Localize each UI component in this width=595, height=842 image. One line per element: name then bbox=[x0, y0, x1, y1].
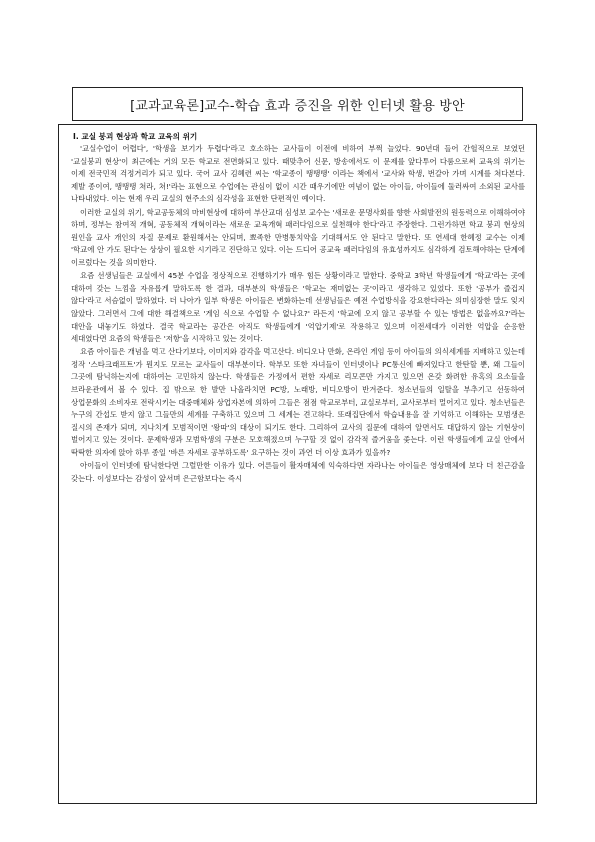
paragraph: '교실수업이 어렵다', '학생을 보기가 두렵다'라고 호소하는 교사들이 이전에 비하여 부쩍 늘었다. 90년대 들어 간헐적으로 보였던 '교실붕괴 현상'이 최근에는 거의 모든 학교로 전면화되고 있다. 때맞추어 신문, 방송에서도 이 문제를 앞다투어 다룸으로써 교육의 위기는 이제 전국민적 걱정거리가 되고 있다. 국어 교사 김혜련 씨는 '학교종이 땡땡땡' 이라는 책에서 '교사와 학생, 번갈아 가며 시계를 쳐다본다. 제발 종이여, 땡땡땡 쳐라, 쳐!'라는 표현으로 수업에는 관심이 없이 시간 때우기에만 여념이 없는 아이들, 아이들에 둘러싸여 소외된 교사를 나타내었다. 이는 현재 우리 교실의 현주소의 심각성을 표현한 단편적인 예이다. bbox=[71, 144, 525, 204]
document-title: [교과교육론]교수-학습 효과 증진을 위한 인터넷 활용 방안 bbox=[130, 98, 465, 114]
paragraph: 이러한 교실의 위기, 학교공동체의 마비현상에 대하여 부산교대 심성보 교수는 '새로운 문명사회를 향한 사회발전의 원동력으로 이해하여야 하며, 정부는 참여적 개혁, 공동체적 개혁이라는 새로운 교육개혁 패러다임으로 실천해야 한다'라고 주장한다. 그런가하면 학교 붕괴 현상의 원인을 교사 개인의 자질 문제로 환원해서는 안되며, 뾰족한 만병통치약을 기대해서도 안 된다고 말한다. 또 연세대 한혜정 교수는 이제 '학교에 안 가도 된다'는 상상이 필요한 시기라고 진단하고 있다. 이는 드디어 공교육 패러다임의 유효성까지도 심각하게 검토해야하는 단계에 이르렀다는 것을 의미한다. bbox=[71, 207, 525, 267]
paragraph: 요즘 선생님들은 교실에서 45분 수업을 정상적으로 진행하기가 매우 힘든 상황이라고 말한다. 중학교 3학년 학생들에게 '학교'라는 곳에 대하여 갖는 느낌을 자유롭게 말하도록 한 결과, 대부분의 학생들은 '학교는 재미없는 곳'이라고 생각하고 있었다. 또한 '공부가 즐겁지 않다'라고 서슴없이 말하였다. 더 나아가 일부 학생은 아이들은 변화하는데 선생님들은 예전 수업방식을 강요한다라는 의미심장한 말도 잊지 않았다. 그러면서 그에 대한 해결책으로 '게임 식으로 수업할 수 없나요?' 라든지 '학교에 오지 않고 공부할 수 있는 방법은 없을까요?'라는 대안을 내놓기도 하였다. 결국 학교라는 공간은 아직도 학생들에게 '억압기제'로 작용하고 있으며 이전세대가 이러한 억압을 순응한 세대였다면 요즘의 학생들은 '저항'을 시작하고 있는 것이다. bbox=[71, 271, 525, 344]
paragraph: 요즘 아이들은 개념을 먹고 산다기보다, 이미지와 감각을 먹고산다. 비디오나 만화, 온라인 게임 등이 아이들의 의식세계를 지배하고 있는데 정작 '스타크래프트'가 뭔지도 모르는 교사들이 대부분이다. 학부모 또한 자녀들이 인터넷이나 PC통신에 빠져있다고 한탄할 뿐, 왜 그들이 그곳에 탐닉하는지에 대하여는 고민하지 않는다. 학생들은 가정에서 편한 자세로 리모콘만 가지고 있으면 온갖 화려한 유혹의 요소들을 브라운관에서 볼 수 있다. 집 밖으로 한 발만 나올라치면 PC방, 노래방, 비디오방이 반겨준다. 청소년들의 일탈을 부추기고 선동하여 상업문화의 소비자로 전락시키는 대중매체와 상업자본에 의하여 그들은 점점 학교로부터, 교실로부터, 교사로부터 멀어지고 있다. 청소년들은 누구의 간섭도 받지 않고 그들만의 세계를 구축하고 있으며 그 세계는 견고하다. 또래집단에서 학습내용을 잘 기억하고 이해하는 모범생은 질시의 존재가 되며, 지나치게 모범적이면 '왕따'의 대상이 되기도 한다. 그리하여 교사의 질문에 대하여 알면서도 대답하지 않는 기현상이 벌어지고 있는 것이다. 문제학생과 모범학생의 구분은 모호해졌으며 누구할 것 없이 감각적 즐거움을 좇는다. 이런 학생들에게 교실 안에서 딱딱한 의자에 앉아 하루 종일 '바른 자세로 공부하도록' 요구하는 것이 과연 더 이상 효과가 있을까? bbox=[71, 347, 525, 458]
title-box bbox=[72, 87, 523, 121]
section-heading: Ⅰ. 교실 붕괴 현상과 학교 교육의 위기 bbox=[73, 132, 198, 141]
body-text-box bbox=[58, 124, 537, 804]
paragraph: 아이들이 인터넷에 탐닉한다면 그럴만한 이유가 있다. 어른들이 활자매체에 익숙하다면 자라나는 아이들은 영상매체에 보다 더 친근감을 갖는다. 이성보다는 감성이 앞서며 은근함보다는 즉시 bbox=[71, 461, 525, 483]
